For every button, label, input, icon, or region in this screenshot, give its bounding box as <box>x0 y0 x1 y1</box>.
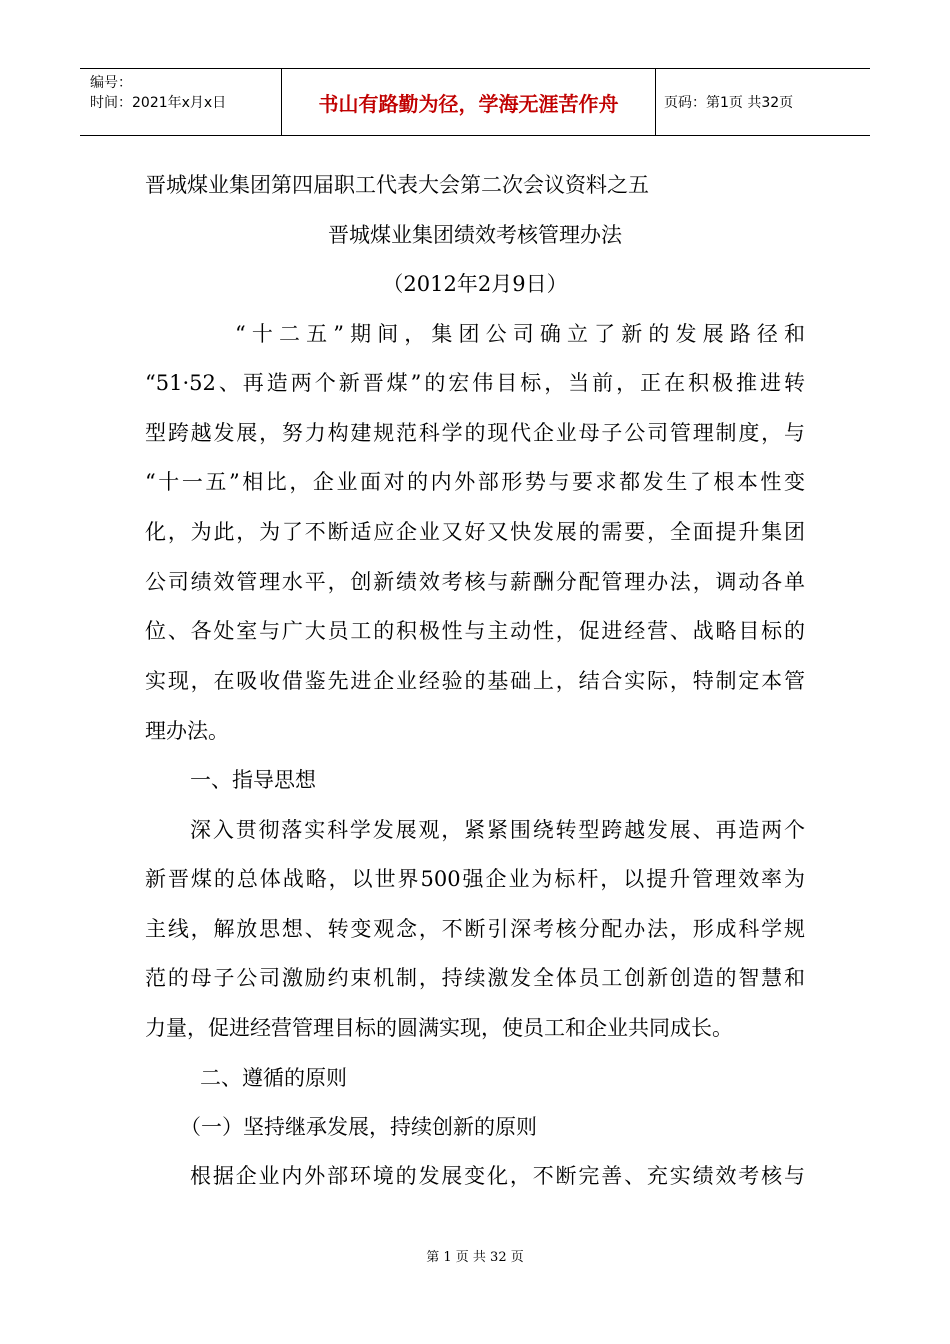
document-header <box>80 68 870 136</box>
section-heading: 一、指导思想 <box>190 768 316 792</box>
intro-line: 实现，在吸收借鉴先进企业经验的基础上，结合实际，特制定本管 <box>145 669 805 693</box>
header-motto: 书山有路勤为径，学海无涯苦作舟 <box>282 69 656 135</box>
section-line: 力量，促进经营管理目标的圆满实现，使员工和企业共同成长。 <box>145 1016 733 1040</box>
intro-line: “51·52、再造两个新晋煤”的宏伟目标，当前，正在积极推进转 <box>145 371 805 395</box>
header-meta <box>80 69 282 135</box>
section-line: 范的母子公司激励约束机制，持续激发全体员工创新创造的智慧和 <box>145 966 805 990</box>
section-line: 深入贯彻落实科学发展观，紧紧围绕转型跨越发展、再造两个 <box>190 818 805 842</box>
subsection-line: 根据企业内外部环境的发展变化，不断完善、充实绩效考核与 <box>190 1164 805 1188</box>
document-date: （2012年2月9日） <box>382 272 568 296</box>
intro-line: 理办法。 <box>145 719 229 743</box>
section-heading: 二、遵循的原则 <box>200 1066 347 1090</box>
section-line: 新晋煤的总体战略，以世界500强企业为标杆，以提升管理效率为 <box>145 867 805 891</box>
intro-line: “十二五”期间，集团公司确立了新的发展路径和 <box>235 322 805 346</box>
intro-line: 化，为此，为了不断适应企业又好又快发展的需要，全面提升集团 <box>145 520 805 544</box>
document-time-label: 时间：2021年x月x日 <box>90 95 227 111</box>
series-title: 晋城煤业集团第四届职工代表大会第二次会议资料之五 <box>145 173 649 197</box>
intro-line: 位、各处室与广大员工的积极性与主动性，促进经营、战略目标的 <box>145 619 805 643</box>
intro-line: 型跨越发展，努力构建规范科学的现代企业母子公司管理制度，与 <box>145 421 805 445</box>
document-title: 晋城煤业集团绩效考核管理办法 <box>328 223 622 247</box>
subsection-heading: （一）坚持继承发展，持续创新的原则 <box>180 1115 537 1139</box>
intro-line: 公司绩效管理水平，创新绩效考核与薪酬分配管理办法，调动各单 <box>145 570 805 594</box>
header-page-info: 页码：第1页 共32页 <box>664 95 794 111</box>
section-line: 主线，解放思想、转变观念，不断引深考核分配办法，形成科学规 <box>145 917 805 941</box>
intro-line: “十一五”相比，企业面对的内外部形势与要求都发生了根本性变 <box>145 470 805 494</box>
page-footer: 第 1 页 共 32 页 <box>426 1250 524 1265</box>
document-number-label: 编号： <box>90 75 132 91</box>
